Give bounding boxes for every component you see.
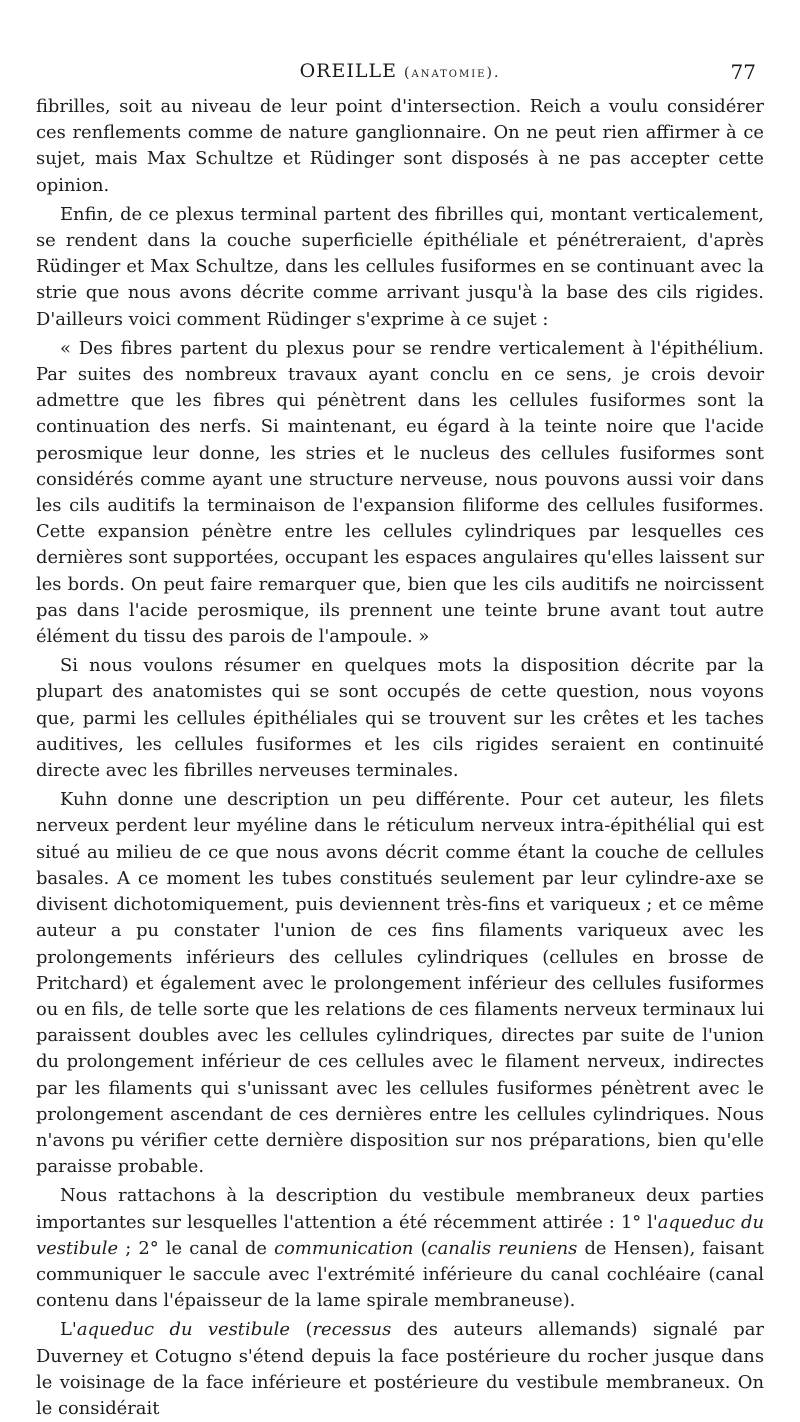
body-text: [36, 94, 764, 1422]
p7-text-c: (: [290, 1319, 313, 1341]
p7-italic-aqueduc: aqueduc du vestibule: [76, 1319, 290, 1341]
running-header: [36, 58, 764, 84]
p6-italic-communication: communication: [274, 1237, 414, 1259]
p6-text-c: ; 2° le canal de: [118, 1237, 275, 1259]
p6-text-e: (: [413, 1237, 428, 1259]
page-number: 77: [730, 60, 756, 84]
paragraph-2: Enfin, de ce plexus terminal partent des fibrilles qui, montant verticalement, se rendent dans la couche superficielle épithéliale et pénétreraient, d'après Rüdinger et Max Schultze, dans les cellules fusiformes en se continuant avec la strie que nous avons décrite comme arrivant jusqu'à la base des cils rigides. D'ailleurs voici comment Rüdinger s'exprime à ce sujet :: [36, 203, 764, 330]
paragraph-1: fibrilles, soit au niveau de leur point d'intersection. Reich a voulu considérer ces renflements comme de nature ganglionnaire. On ne peut rien affirmer à ce sujet, mais Max Schultze et Rüdinger sont disposés à ne pas accepter cette opinion.: [36, 96, 764, 196]
p6-italic-aqueduc: aqueduc du vestibule: [36, 1211, 764, 1259]
paragraph-4: Si nous voulons résumer en quelques mots la disposition décrite par la plupart des anatomistes qui se sont occupés de cette question, nous voyons que, parmi les cellules épithéliales qui se trouvent sur les crêtes et les taches auditives, les cellules fusiformes et les cils rigides seraient en continuité directe avec les fibrilles nerveuses terminales.: [36, 655, 764, 782]
p6-text-g: de Hensen), faisant communiquer le saccule avec l'extrémité inférieure du canal cochléaire (canal contenu dans l'épaisseur de la lame spirale membraneuse).: [36, 1237, 764, 1312]
paragraph-6: [36, 1183, 764, 1314]
p6-text-a: Nous rattachons à la description du vestibule membraneux deux parties importantes sur lesquelles l'attention a été récemment attirée : 1° l': [36, 1185, 764, 1233]
p7-text-a: L': [60, 1319, 77, 1341]
header-subtitle: (anatomie).: [404, 65, 501, 81]
p7-italic-recessus: recessus: [312, 1319, 392, 1341]
header-title: OREILLE: [299, 60, 397, 82]
running-title: [36, 60, 764, 82]
paragraph-7: [36, 1317, 764, 1422]
paragraph-3-quotation: « Des fibres partent du plexus pour se rendre verticalement à l'épithélium. Par suites des nombreux travaux ayant conclu en ce sens, je crois devoir admettre que les fibres qui pénètrent dans les cellules fusiformes sont la continuation des nerfs. Si maintenant, eu égard à la teinte noire que l'acide perosmique leur donne, les stries et le nucleus des cellules fusiformes sont considérés comme ayant une structure nerveuse, nous pouvons aussi voir dans les cils auditifs la terminaison de l'expansion filiforme des cellules fusiformes. Cette expansion pénètre entre les cellules cylindriques par lesquelles ces dernières sont supportées, occupant les espaces angulaires qu'elles laissent sur les bords. On peut faire remarquer que, bien que les cils auditifs ne noircissent pas dans l'acide perosmique, ils prennent une teinte brune avant tout autre élément du tissu des parois de l'ampoule. »: [36, 337, 764, 648]
p7-text-e: des auteurs allemands) signalé par Duverney et Cotugno s'étend depuis la face postérieure du rocher jusque dans le voisinage de la face inférieure et postérieure du vestibule membraneux. On le considérait: [36, 1319, 764, 1419]
paragraph-5: Kuhn donne une description un peu différente. Pour cet auteur, les filets nerveux perdent leur myéline dans le réticulum nerveux intra-épithélial qui est situé au milieu de ce que nous avons décrit comme étant la couche de cellules basales. A ce moment les tubes constitués seulement par leur cylindre-axe se divisent dichotomiquement, puis deviennent très-fins et variqueux ; et ce même auteur a pu constater l'union de ces fins filaments variqueux avec les prolongements inférieurs des cellules cylindriques (cellules en brosse de Pritchard) et également avec le prolongement inférieur des cellules fusiformes ou en fils, de telle sorte que les relations de ces filaments nerveux terminaux lui paraissent doubles avec les cellules cylindriques, directes par suite de l'union du prolongement inférieur de ces cellules avec le filament nerveux, indirectes par les filaments qui s'unissant avec les cellules fusiformes pénètrent avec le prolongement ascendant de ces dernières entre les cellules cylindriques. Nous n'avons pu vérifier cette dernière disposition sur nos préparations, bien qu'elle paraisse probable.: [36, 789, 764, 1178]
p6-italic-canalis: canalis reuniens: [427, 1237, 578, 1259]
